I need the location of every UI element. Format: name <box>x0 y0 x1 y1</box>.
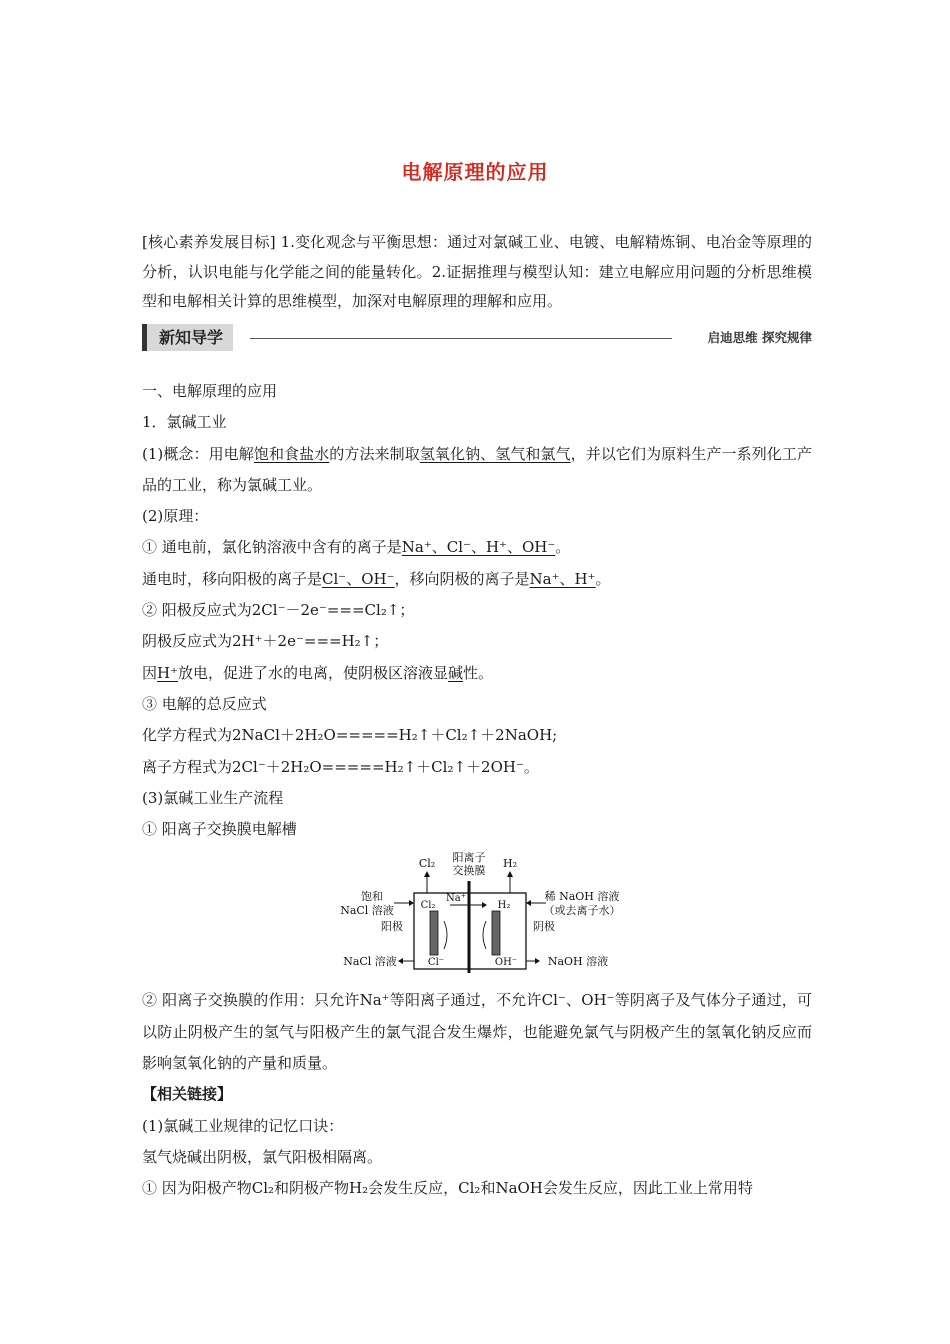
text: 。 <box>555 538 571 557</box>
ions-before <box>142 532 812 563</box>
brine-inlet-label-1: 饱和 <box>361 890 383 904</box>
goals-text: 1.变化观念与平衡思想：通过对氯碱工业、电镀、电解精炼铜、电冶金等原理的分析，认识电能与化学能之间的能量转化。2.证据推理与模型认知：建立电解应用问题的分析思维模型和电解相关计算的思维模型，加深对电解原理的理解和应用。 <box>142 233 812 310</box>
answer-blank: Na⁺、Cl⁻、H⁺、OH⁻ <box>401 538 556 557</box>
answer-blank: 碱 <box>448 663 464 682</box>
electrolysis-cell-diagram <box>332 851 622 981</box>
hydrogen-outlet-label: H₂ <box>502 857 518 871</box>
ionic-equation: 离子方程式为2Cl⁻＋2H₂O=====H₂↑＋Cl₂↑＋2OH⁻。 <box>142 757 539 776</box>
chlorine-in-cell-label: Cl₂ <box>420 900 436 912</box>
banner-label: 新知导学 <box>142 324 233 351</box>
naoh-outlet-label: NaOH 溶液 <box>547 955 609 969</box>
membrane-label-2: 交换膜 <box>452 864 486 878</box>
text: ，移向阴极的离子是 <box>394 569 530 588</box>
page-title: 电解原理的应用 <box>401 160 549 184</box>
cathode-label: 阴极 <box>533 920 555 934</box>
answer-blank: Na⁺、H⁺ <box>529 569 596 588</box>
text: ，并以它们为原料生产一系列化工产品的工业，称为氯碱工业。 <box>142 444 812 494</box>
chemical-equation: 化学方程式为2NaCl＋2H₂O=====H₂↑＋Cl₂↑＋2NaOH; <box>142 726 558 745</box>
mnemonic-text: 氢气烧碱出阴极，氯气阳极相隔离。 <box>142 1147 383 1166</box>
text: 的方法来制取 <box>329 444 420 463</box>
ions-migration <box>142 564 812 595</box>
deionized-water-label: （或去离子水） <box>543 904 621 918</box>
related-link-heading: 【相关链接】 <box>142 1085 233 1104</box>
nacl-outlet-label: NaCl 溶液 <box>343 955 397 969</box>
sodium-ion-label: Na⁺ <box>446 893 466 905</box>
text: ① 通电前，氯化钠溶液中含有的离子是 <box>142 538 402 557</box>
overall-heading: ③ 电解的总反应式 <box>142 694 267 713</box>
answer-blank: 氢氧化钠、氢气和氯气 <box>419 444 571 463</box>
mnemonic-explanation: ① 因为阳极产物Cl₂和阴极产物H₂会发生反应，Cl₂和NaOH会发生反应，因此工业上常用特 <box>142 1179 753 1198</box>
text: (1)概念：用电解 <box>142 444 254 463</box>
answer-blank: 饱和食盐水 <box>253 444 330 463</box>
text: 通电时，移向阳极的离子是 <box>142 569 323 588</box>
anode-equation: ② 阳极反应式为2Cl⁻－2e⁻===Cl₂↑； <box>142 601 415 620</box>
answer-blank: H⁺ <box>157 663 179 682</box>
core-goals <box>142 228 812 317</box>
mnemonic-heading: (1)氯碱工业规律的记忆口诀： <box>142 1116 344 1135</box>
anode-label: 阳极 <box>381 920 403 934</box>
text: 放电，促进了水的电离，使阴极区溶液显 <box>178 663 449 682</box>
text: 因 <box>142 663 158 682</box>
banner-rule <box>250 338 672 339</box>
cathode-equation: 阴极反应式为2H⁺＋2e⁻===H₂↑； <box>142 632 389 651</box>
concept-paragraph <box>142 439 812 502</box>
text: 性。 <box>463 663 494 682</box>
banner-subtitle: 启迪思维 探究规律 <box>707 330 812 345</box>
main-content <box>142 376 812 1205</box>
brine-inlet-label-2: NaCl 溶液 <box>340 904 394 918</box>
subsection-heading: 1．氯碱工业 <box>142 413 227 432</box>
principle-heading: (2)原理： <box>142 507 209 526</box>
membrane-label-1: 阳离子 <box>452 851 486 865</box>
text: 。 <box>595 569 611 588</box>
hydroxide-ion-label: OH⁻ <box>494 957 518 969</box>
answer-blank: Cl⁻、OH⁻ <box>322 569 395 588</box>
section-banner <box>142 324 812 354</box>
chlorine-outlet-label: Cl₂ <box>418 857 436 871</box>
process-heading: (3)氯碱工业生产流程 <box>142 788 284 807</box>
dilute-naoh-inlet-label: 稀 NaOH 溶液 <box>544 890 620 904</box>
discharge-note <box>142 658 812 689</box>
section-heading: 一、电解原理的应用 <box>142 382 278 400</box>
cell-heading: ① 阳离子交换膜电解槽 <box>142 820 297 839</box>
chloride-ion-label: Cl⁻ <box>427 957 445 969</box>
hydrogen-in-cell-label: H₂ <box>497 900 511 912</box>
goals-label: [核心素养发展目标] <box>142 233 276 251</box>
membrane-function: ② 阳离子交换膜的作用：只允许Na⁺等阳离子通过，不允许Cl⁻、OH⁻等阴离子及气体分子通过，可以防止阴极产生的氢气与阳极产生的氯气混合发生爆炸，也能避免氯气与阴极产生的氢氧化钠反应而影响氢氧化钠的产量和质量。 <box>142 991 812 1073</box>
